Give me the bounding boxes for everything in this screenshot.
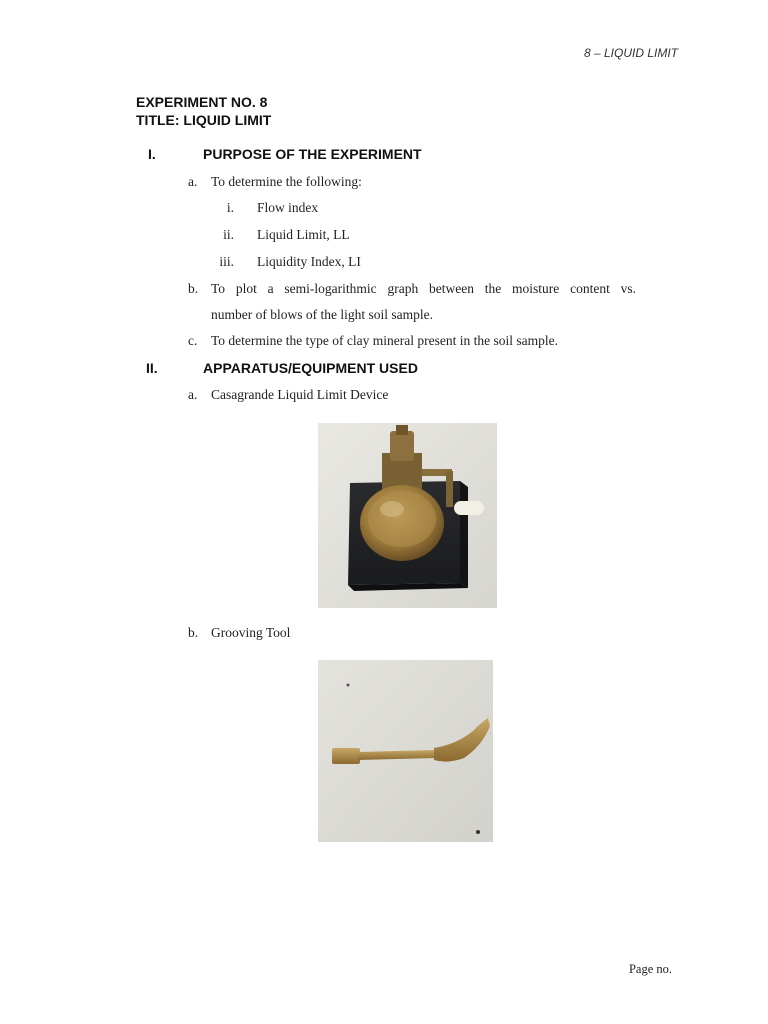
section-numeral: I.: [148, 146, 156, 162]
list-text: To determine the following:: [211, 174, 362, 189]
list-text: Casagrande Liquid Limit Device: [211, 387, 389, 402]
list-marker: i.: [226, 200, 234, 215]
list-text: To determine the type of clay mineral present in the soil sample.: [211, 333, 558, 348]
list-text-line: To plot a semi-logarithmic graph between the moisture content vs.: [211, 281, 636, 296]
grooving-tool-photo: [318, 660, 493, 842]
running-header: 8 – LIQUID LIMIT: [583, 46, 678, 60]
list-marker: iii.: [219, 254, 234, 269]
list-marker: c.: [188, 333, 198, 348]
page-number-label: Page no.: [628, 962, 672, 976]
list-text: Liquidity Index, LI: [257, 254, 361, 269]
section-numeral: II.: [146, 360, 158, 376]
experiment-number: EXPERIMENT NO. 8: [136, 94, 268, 110]
list-text: Flow index: [257, 200, 319, 215]
list-item: [188, 174, 362, 190]
list-item: [188, 387, 389, 403]
experiment-title: TITLE: LIQUID LIMIT: [136, 112, 272, 128]
list-text-line: number of blows of the light soil sample.: [211, 307, 433, 322]
experiment-heading: [136, 93, 271, 129]
list-marker: a.: [188, 387, 198, 402]
list-text: Grooving Tool: [211, 625, 291, 640]
list-marker: b.: [188, 281, 199, 296]
casagrande-device-photo: [318, 423, 497, 608]
list-item: [188, 625, 291, 641]
list-text: Liquid Limit, LL: [257, 227, 350, 242]
list-item: [188, 333, 558, 349]
list-marker: ii.: [223, 227, 234, 242]
section-title: APPARATUS/EQUIPMENT USED: [203, 360, 418, 376]
list-marker: a.: [188, 174, 198, 189]
section-title: PURPOSE OF THE EXPERIMENT: [203, 146, 422, 162]
list-marker: b.: [188, 625, 199, 640]
